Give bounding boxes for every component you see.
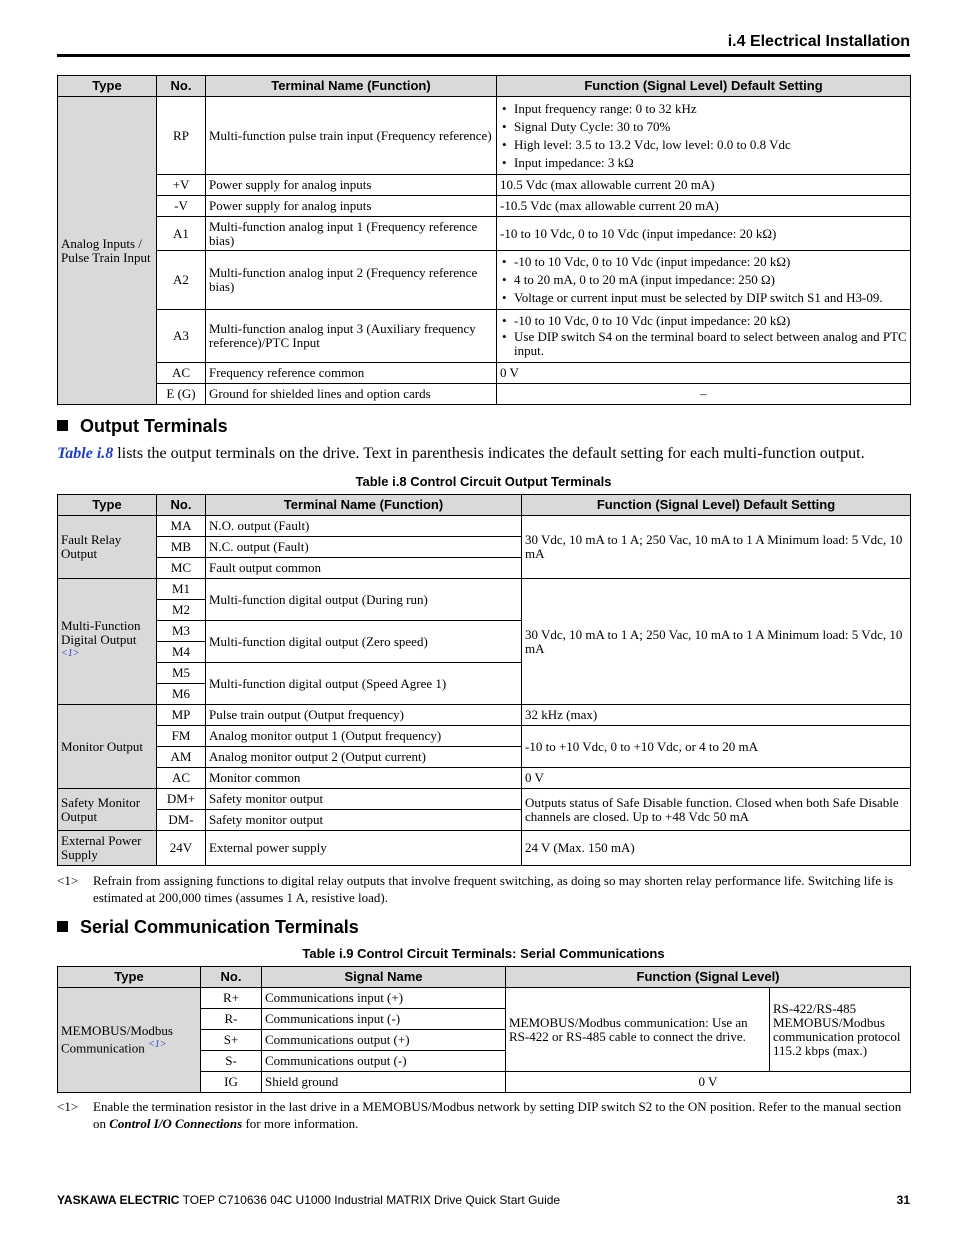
terminal-function: – — [497, 384, 911, 405]
type-cell: Analog Inputs / Pulse Train Input — [58, 97, 157, 405]
terminal-no: R- — [201, 1009, 262, 1030]
col-header-function: Function (Signal Level) Default Setting — [522, 495, 911, 516]
signal-name: Communications input (-) — [262, 1009, 506, 1030]
terminal-no: MP — [157, 705, 206, 726]
table-row — [58, 251, 911, 310]
table-row — [58, 310, 911, 363]
footnote-mark: <1> — [57, 873, 79, 888]
terminal-no: AM — [157, 747, 206, 768]
terminal-no: AC — [157, 768, 206, 789]
table-caption: Table i.9 Control Circuit Terminals: Serial Communications — [302, 946, 665, 961]
terminal-function: 10.5 Vdc (max allowable current 20 mA) — [497, 175, 911, 196]
col-header-type: Type — [58, 967, 201, 988]
terminal-function: Outputs status of Safe Disable function. Closed when both Safe Disable channels are closed. Up to +48 Vdc 50 mA — [522, 789, 911, 831]
serial-terminals-table — [57, 966, 911, 1093]
terminal-no: DM+ — [157, 789, 206, 810]
terminal-name: Safety monitor output — [206, 789, 522, 810]
terminal-function: 0 V — [497, 363, 911, 384]
terminal-no: M1 — [157, 579, 206, 600]
terminal-name: Monitor common — [206, 768, 522, 789]
terminal-no: DM- — [157, 810, 206, 831]
output-intro-paragraph: Table i.8 lists the output terminals on the drive. Text in parenthesis indicates the default setting for each multi-function output. — [57, 445, 865, 462]
col-header-function: Function (Signal Level) — [506, 967, 911, 988]
terminal-no: 24V — [157, 831, 206, 866]
footnote-text: Enable the termination resistor in the last drive in a MEMOBUS/Modbus network by setting DIP switch S2 to the ON position. Refer to the manual section on Control I/O Connections for more information. — [93, 1099, 902, 1131]
terminal-name: Ground for shielded lines and option cards — [206, 384, 497, 405]
type-cell: MEMOBUS/Modbus Communication $^{<1>}$ — [58, 988, 201, 1093]
type-cell: External Power Supply — [58, 831, 157, 866]
terminal-no: M4 — [157, 642, 206, 663]
terminal-no: S- — [201, 1051, 262, 1072]
col-header-signal-name: Signal Name — [262, 967, 506, 988]
footnote-mark: <1> — [57, 1099, 79, 1114]
signal-name: Shield ground — [262, 1072, 506, 1093]
bullet-item: • Voltage or current input must be selected by DIP switch S1 and H3-09. — [500, 289, 907, 307]
bullet-item: • -10 to 10 Vdc, 0 to 10 Vdc (input impedance: 20 kΩ) — [500, 253, 907, 271]
terminal-name: Fault output common — [206, 558, 522, 579]
terminal-no: A2 — [157, 251, 206, 310]
signal-name: Communications input (+) — [262, 988, 506, 1009]
table-caption: Table i.8 Control Circuit Output Terminals — [355, 474, 612, 489]
bullet-item: • Input frequency range: 0 to 32 kHz — [500, 100, 907, 118]
terminal-no: MC — [157, 558, 206, 579]
col-header-terminal-name: Terminal Name (Function) — [206, 76, 497, 97]
type-cell: Monitor Output — [58, 705, 157, 789]
analog-inputs-table — [57, 75, 911, 405]
bullet-item: • Signal Duty Cycle: 30 to 70% — [500, 118, 907, 136]
bullet-item: • -10 to 10 Vdc, 0 to 10 Vdc (input impedance: 20 kΩ) — [500, 314, 907, 328]
table-row — [58, 217, 911, 251]
terminal-function: 0 V — [506, 1072, 911, 1093]
table-i8-link[interactable]: Table i.8 — [57, 445, 114, 462]
footnote-ref-link[interactable]: <1> — [61, 647, 80, 659]
col-header-no: No. — [157, 495, 206, 516]
signal-name: Communications output (-) — [262, 1051, 506, 1072]
terminal-no: IG — [201, 1072, 262, 1093]
footer-brand: YASKAWA ELECTRIC — [57, 1193, 180, 1207]
footnote — [57, 1098, 910, 1132]
terminal-function: 30 Vdc, 10 mA to 1 A; 250 Vac, 10 mA to 1 A Minimum load: 5 Vdc, 10 mA — [522, 579, 911, 705]
col-header-type: Type — [58, 495, 157, 516]
output-terminals-table — [57, 494, 911, 866]
header-rule — [57, 54, 910, 57]
terminal-no: M5 — [157, 663, 206, 684]
terminal-name: Pulse train output (Output frequency) — [206, 705, 522, 726]
terminal-name: Analog monitor output 2 (Output current) — [206, 747, 522, 768]
bullet-item: • 4 to 20 mA, 0 to 20 mA (input impedance: 250 Ω) — [500, 271, 907, 289]
col-header-terminal-name: Terminal Name (Function) — [206, 495, 522, 516]
col-header-no: No. — [201, 967, 262, 988]
terminal-function: -10 to 10 Vdc, 0 to 10 Vdc (input impedance: 20 kΩ) — [497, 217, 911, 251]
terminal-name: Multi-function digital output (During run) — [206, 579, 522, 621]
col-header-type: Type — [58, 76, 157, 97]
section-title: i.4 Electrical Installation — [727, 33, 910, 50]
terminal-function: 32 kHz (max) — [522, 705, 911, 726]
terminal-name: Multi-function digital output (Speed Agree 1) — [206, 663, 522, 705]
square-bullet-icon — [57, 921, 68, 932]
table-row — [58, 175, 911, 196]
footnote-text: Refrain from assigning functions to digital relay outputs that involve frequent switching, as doing so may shorten relay performance life. Switching life is estimated at 200,000 times (assumes 1 A, resistive load). — [93, 873, 894, 905]
terminal-function — [497, 310, 911, 363]
terminal-no: MB — [157, 537, 206, 558]
terminal-name: Safety monitor output — [206, 810, 522, 831]
signal-name: Communications output (+) — [262, 1030, 506, 1051]
bullet-item: • Input impedance: 3 kΩ — [500, 154, 907, 172]
page-number: 31 — [896, 1193, 910, 1207]
square-bullet-icon — [57, 420, 68, 431]
terminal-no: FM — [157, 726, 206, 747]
table-row — [58, 831, 911, 866]
table-row — [58, 768, 911, 789]
terminal-name: Power supply for analog inputs — [206, 196, 497, 217]
table-row — [58, 789, 911, 810]
serial-terminals-heading: Serial Communication Terminals — [57, 917, 359, 938]
terminal-function: MEMOBUS/Modbus communication: Use an RS-422 or RS-485 cable to connect the drive. — [506, 988, 770, 1072]
terminal-name: Frequency reference common — [206, 363, 497, 384]
table-row — [58, 726, 911, 747]
terminal-name: Multi-function analog input 2 (Frequency reference bias) — [206, 251, 497, 310]
terminal-name: Multi-function analog input 1 (Frequency reference bias) — [206, 217, 497, 251]
terminal-function: -10.5 Vdc (max allowable current 20 mA) — [497, 196, 911, 217]
type-cell: Safety Monitor Output — [58, 789, 157, 831]
footnote-ref-link[interactable]: <1> — [148, 1039, 167, 1051]
terminal-function: -10 to +10 Vdc, 0 to +10 Vdc, or 4 to 20 mA — [522, 726, 911, 768]
terminal-no: AC — [157, 363, 206, 384]
bullet-item: • High level: 3.5 to 13.2 Vdc, low level: 0.0 to 0.8 Vdc — [500, 136, 907, 154]
terminal-no: M6 — [157, 684, 206, 705]
terminal-no: M3 — [157, 621, 206, 642]
footnote — [57, 872, 910, 906]
terminal-function: 30 Vdc, 10 mA to 1 A; 250 Vac, 10 mA to 1 A Minimum load: 5 Vdc, 10 mA — [522, 516, 911, 579]
col-header-function: Function (Signal Level) Default Setting — [497, 76, 911, 97]
table-row — [58, 384, 911, 405]
terminal-no: +V — [157, 175, 206, 196]
terminal-name: Power supply for analog inputs — [206, 175, 497, 196]
type-cell: Multi-Function Digital Output $^{<1>}$ — [58, 579, 157, 705]
bullet-item: • Use DIP switch S4 on the terminal board to select between analog and PTC input. — [500, 330, 907, 358]
table-row — [58, 579, 911, 600]
terminal-no: A3 — [157, 310, 206, 363]
terminal-no: A1 — [157, 217, 206, 251]
terminal-name: Analog monitor output 1 (Output frequency) — [206, 726, 522, 747]
page-footer — [57, 1193, 910, 1207]
terminal-no: S+ — [201, 1030, 262, 1051]
col-header-no: No. — [157, 76, 206, 97]
type-cell: Fault Relay Output — [58, 516, 157, 579]
table-row — [58, 516, 911, 537]
terminal-no: E (G) — [157, 384, 206, 405]
footer-doc-title: TOEP C710636 04C U1000 Industrial MATRIX Drive Quick Start Guide — [179, 1193, 561, 1207]
terminal-name: Multi-function analog input 3 (Auxiliary frequency reference)/PTC Input — [206, 310, 497, 363]
table-row — [58, 97, 911, 175]
terminal-name: External power supply — [206, 831, 522, 866]
control-io-link[interactable]: Control I/O Connections — [109, 1116, 243, 1131]
table-row — [58, 988, 911, 1009]
terminal-no: MA — [157, 516, 206, 537]
terminal-function-detail: RS-422/RS-485 MEMOBUS/Modbus communication protocol 115.2 kbps (max.) — [770, 988, 911, 1072]
table-row — [58, 705, 911, 726]
terminal-function: 24 V (Max. 150 mA) — [522, 831, 911, 866]
output-terminals-heading: Output Terminals — [57, 416, 228, 437]
terminal-no: -V — [157, 196, 206, 217]
terminal-no: M2 — [157, 600, 206, 621]
terminal-no: RP — [157, 97, 206, 175]
table-row — [58, 196, 911, 217]
terminal-function — [497, 251, 911, 310]
terminal-name: Multi-function digital output (Zero speed) — [206, 621, 522, 663]
terminal-name: Multi-function pulse train input (Frequency reference) — [206, 97, 497, 175]
terminal-function — [497, 97, 911, 175]
terminal-function: 0 V — [522, 768, 911, 789]
terminal-name: N.O. output (Fault) — [206, 516, 522, 537]
terminal-name: N.C. output (Fault) — [206, 537, 522, 558]
terminal-no: R+ — [201, 988, 262, 1009]
table-row — [58, 363, 911, 384]
